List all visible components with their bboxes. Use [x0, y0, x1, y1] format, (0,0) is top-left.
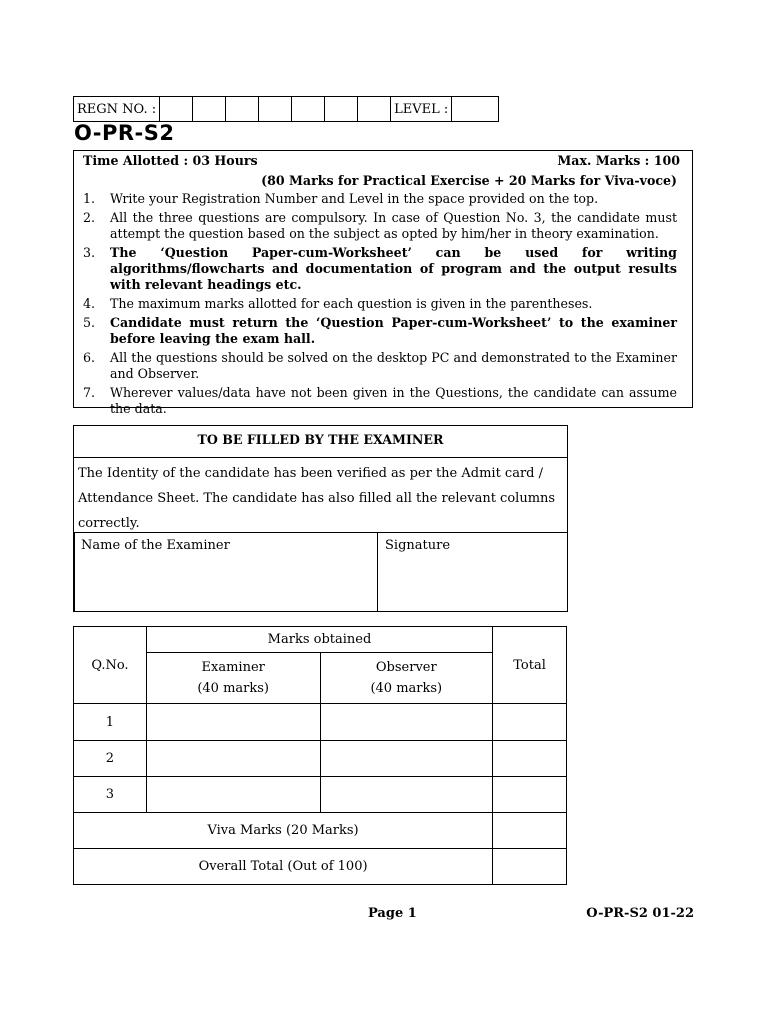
marks-table	[73, 626, 567, 885]
regn-label: REGN NO. :	[74, 97, 160, 122]
qno-cell: 2	[74, 741, 147, 777]
marks-breakup: (80 Marks for Practical Exercise + 20 Marks for Viva-voce)	[261, 173, 677, 188]
examiner-box	[73, 425, 568, 612]
regn-digit-box[interactable]	[259, 97, 292, 122]
verification-text: The Identity of the candidate has been verified as per the Admit card / Attendance Sheet. The candidate has also filled all the relevant columns correctly.	[78, 466, 556, 531]
table-row	[74, 849, 567, 885]
table-row	[74, 777, 567, 813]
signature-label: Signature	[385, 538, 451, 553]
instruction-item: 3. The ‘Question Paper-cum-Worksheet’ can be used for writing algorithms/flowcharts and documentation of program and the output results with relevant headings etc.	[83, 245, 677, 292]
examiner-column-header: Examiner (40 marks)	[146, 653, 320, 704]
total-header: Total	[493, 627, 567, 704]
regn-digit-box[interactable]	[358, 97, 391, 122]
overall-total-label: Overall Total (Out of 100)	[74, 849, 493, 885]
table-row	[74, 741, 567, 777]
examiner-mark-cell[interactable]	[146, 704, 320, 741]
observer-mark-cell[interactable]	[320, 777, 493, 813]
regn-digit-box[interactable]	[292, 97, 325, 122]
footer-code: O-PR-S2 01-22	[586, 906, 694, 921]
instruction-item: 6. All the questions should be solved on the desktop PC and demonstrated to the Examiner and Observer.	[83, 350, 677, 381]
examiner-mark-cell[interactable]	[146, 777, 320, 813]
total-cell[interactable]	[493, 704, 567, 741]
observer-mark-cell[interactable]	[320, 704, 493, 741]
viva-label: Viva Marks (20 Marks)	[74, 813, 493, 849]
regn-digit-box[interactable]	[325, 97, 358, 122]
registration-row	[73, 96, 499, 122]
regn-digit-box[interactable]	[160, 97, 193, 122]
instruction-item: 5. Candidate must return the ‘Question Paper-cum-Worksheet’ to the examiner before leaving the exam hall.	[83, 315, 677, 346]
regn-digit-box[interactable]	[226, 97, 259, 122]
regn-digit-box[interactable]	[193, 97, 226, 122]
examiner-sign-row	[74, 532, 567, 611]
overall-total-cell[interactable]	[493, 849, 567, 885]
instruction-item: 4. The maximum marks allotted for each question is given in the parentheses.	[83, 296, 593, 311]
level-box[interactable]	[452, 97, 499, 122]
marks-obtained-header: Marks obtained	[146, 627, 492, 653]
viva-total-cell[interactable]	[493, 813, 567, 849]
time-allotted: Time Allotted : 03 Hours	[83, 153, 258, 168]
instruction-item: 7. Wherever values/data have not been given in the Questions, the candidate can assume the data.	[83, 385, 677, 416]
total-cell[interactable]	[493, 777, 567, 813]
qno-header: Q.No.	[74, 627, 147, 704]
paper-code: O-PR-S2	[74, 121, 175, 145]
qno-cell: 1	[74, 704, 147, 741]
instruction-item: 2. All the three questions are compulsory. In case of Question No. 3, the candidate must attempt the question based on the subject as opted by him/her in theory examination.	[83, 210, 677, 241]
instruction-item: 1. Write your Registration Number and Level in the space provided on the top.	[83, 191, 599, 206]
table-row	[74, 704, 567, 741]
level-label: LEVEL :	[391, 97, 452, 122]
total-cell[interactable]	[493, 741, 567, 777]
instruction-list	[83, 191, 677, 420]
examiner-name-label: Name of the Examiner	[81, 538, 230, 553]
examiner-mark-cell[interactable]	[146, 741, 320, 777]
page-number: Page 1	[368, 906, 417, 921]
instructions-box	[73, 150, 693, 416]
table-row	[74, 813, 567, 849]
max-marks: Max. Marks : 100	[557, 153, 680, 168]
observer-column-header: Observer (40 marks)	[320, 653, 493, 704]
qno-cell: 3	[74, 777, 147, 813]
observer-mark-cell[interactable]	[320, 741, 493, 777]
examiner-heading: TO BE FILLED BY THE EXAMINER	[74, 426, 567, 458]
